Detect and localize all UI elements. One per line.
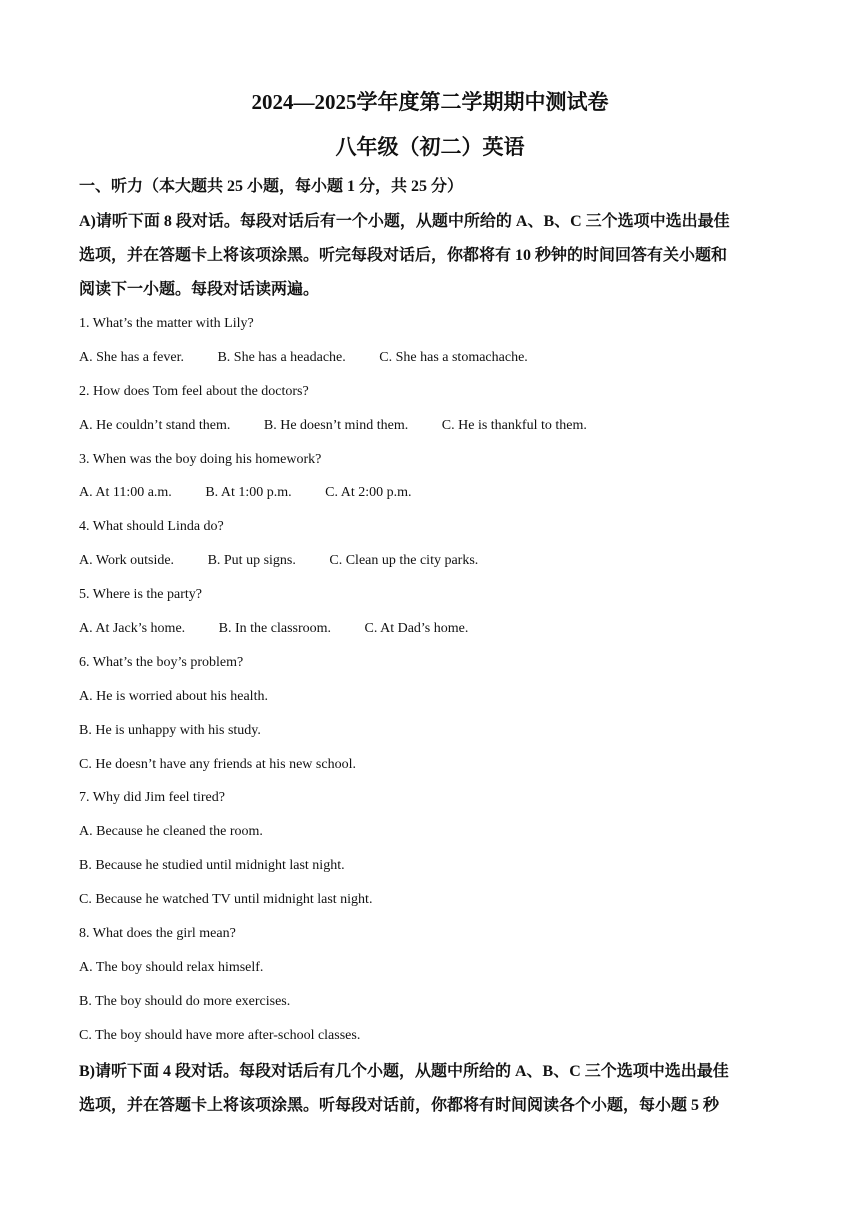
- option-b: B. At 1:00 p.m.: [205, 485, 292, 501]
- question-8: 8. What does the girl mean?: [79, 926, 236, 942]
- option-b: B. Because he studied until midnight last night.: [79, 858, 345, 874]
- question-7: 7. Why did Jim feel tired?: [79, 790, 225, 806]
- exam-content: [79, 173, 785, 1123]
- option-a: A. At Jack’s home.: [79, 621, 186, 637]
- option-a: A. At 11:00 a.m.: [79, 485, 172, 501]
- options-4: [79, 544, 785, 578]
- options-1: [79, 341, 785, 375]
- options-3: [79, 476, 785, 510]
- option-c: C. At Dad’s home.: [364, 621, 469, 637]
- option-b: B. Put up signs.: [207, 553, 296, 569]
- instruction-line: A)请听下面 8 段对话。每段对话后有一个小题，从题中所给的 A、B、C 三个选项中选出最佳: [79, 213, 730, 230]
- option-a: A. Because he cleaned the room.: [79, 824, 263, 840]
- option-a: A. Work outside.: [79, 553, 175, 569]
- question-3: 3. When was the boy doing his homework?: [79, 451, 322, 467]
- option-c: C. He is thankful to them.: [441, 417, 587, 433]
- option-a: A. She has a fever.: [79, 349, 184, 365]
- option-c: C. At 2:00 p.m.: [325, 485, 412, 501]
- option-b: B. He doesn’t mind them.: [263, 417, 409, 433]
- options-5: [79, 612, 785, 646]
- question-6: 6. What’s the boy’s problem?: [79, 654, 244, 670]
- instruction-line: 阅读下一小题。每段对话读两遍。: [79, 281, 320, 298]
- exam-subtitle: 八年级（初二）英语: [335, 135, 525, 159]
- option-b: B. The boy should do more exercises.: [79, 993, 291, 1009]
- option-c: C. She has a stomachache.: [379, 349, 528, 365]
- part-b-instruction: [79, 1055, 785, 1123]
- options-2: [79, 409, 785, 443]
- option-b: B. In the classroom.: [218, 621, 332, 637]
- option-c: C. He doesn’t have any friends at his new school.: [79, 756, 356, 772]
- option-a: A. He couldn’t stand them.: [79, 417, 231, 433]
- question-5: 5. Where is the party?: [79, 587, 202, 603]
- question-1: 1. What’s the matter with Lily?: [79, 316, 254, 331]
- exam-title: 2024—2025学年度第二学期期中测试卷: [251, 90, 609, 114]
- instruction-line: B)请听下面 4 段对话。每段对话后有几个小题，从题中所给的 A、B、C 三个选项中选出最佳: [79, 1062, 729, 1080]
- option-b: B. She has a headache.: [217, 349, 346, 365]
- option-c: C. Clean up the city parks.: [329, 553, 479, 569]
- question-4: 4. What should Linda do?: [79, 519, 224, 535]
- question-list: [79, 307, 785, 1053]
- option-c: C. The boy should have more after-school classes.: [79, 1027, 361, 1043]
- question-2: 2. How does Tom feel about the doctors?: [79, 383, 309, 399]
- option-a: A. The boy should relax himself.: [79, 959, 264, 975]
- instruction-line: 选项，并在答题卡上将该项涂黑。听每段对话前，你都将有时间阅读各个小题，每小题 5 秒: [79, 1096, 720, 1114]
- instruction-line: 选项，并在答题卡上将该项涂黑。听完每段对话后，你都将有 10 秒钟的时间回答有关小题和: [79, 247, 728, 264]
- option-b: B. He is unhappy with his study.: [79, 722, 261, 738]
- part-a-instruction: [79, 205, 785, 307]
- option-a: A. He is worried about his health.: [79, 688, 268, 704]
- option-c: C. Because he watched TV until midnight last night.: [79, 892, 373, 908]
- section-heading: 一、听力（本大题共 25 小题，每小题 1 分，共 25 分）: [79, 178, 464, 195]
